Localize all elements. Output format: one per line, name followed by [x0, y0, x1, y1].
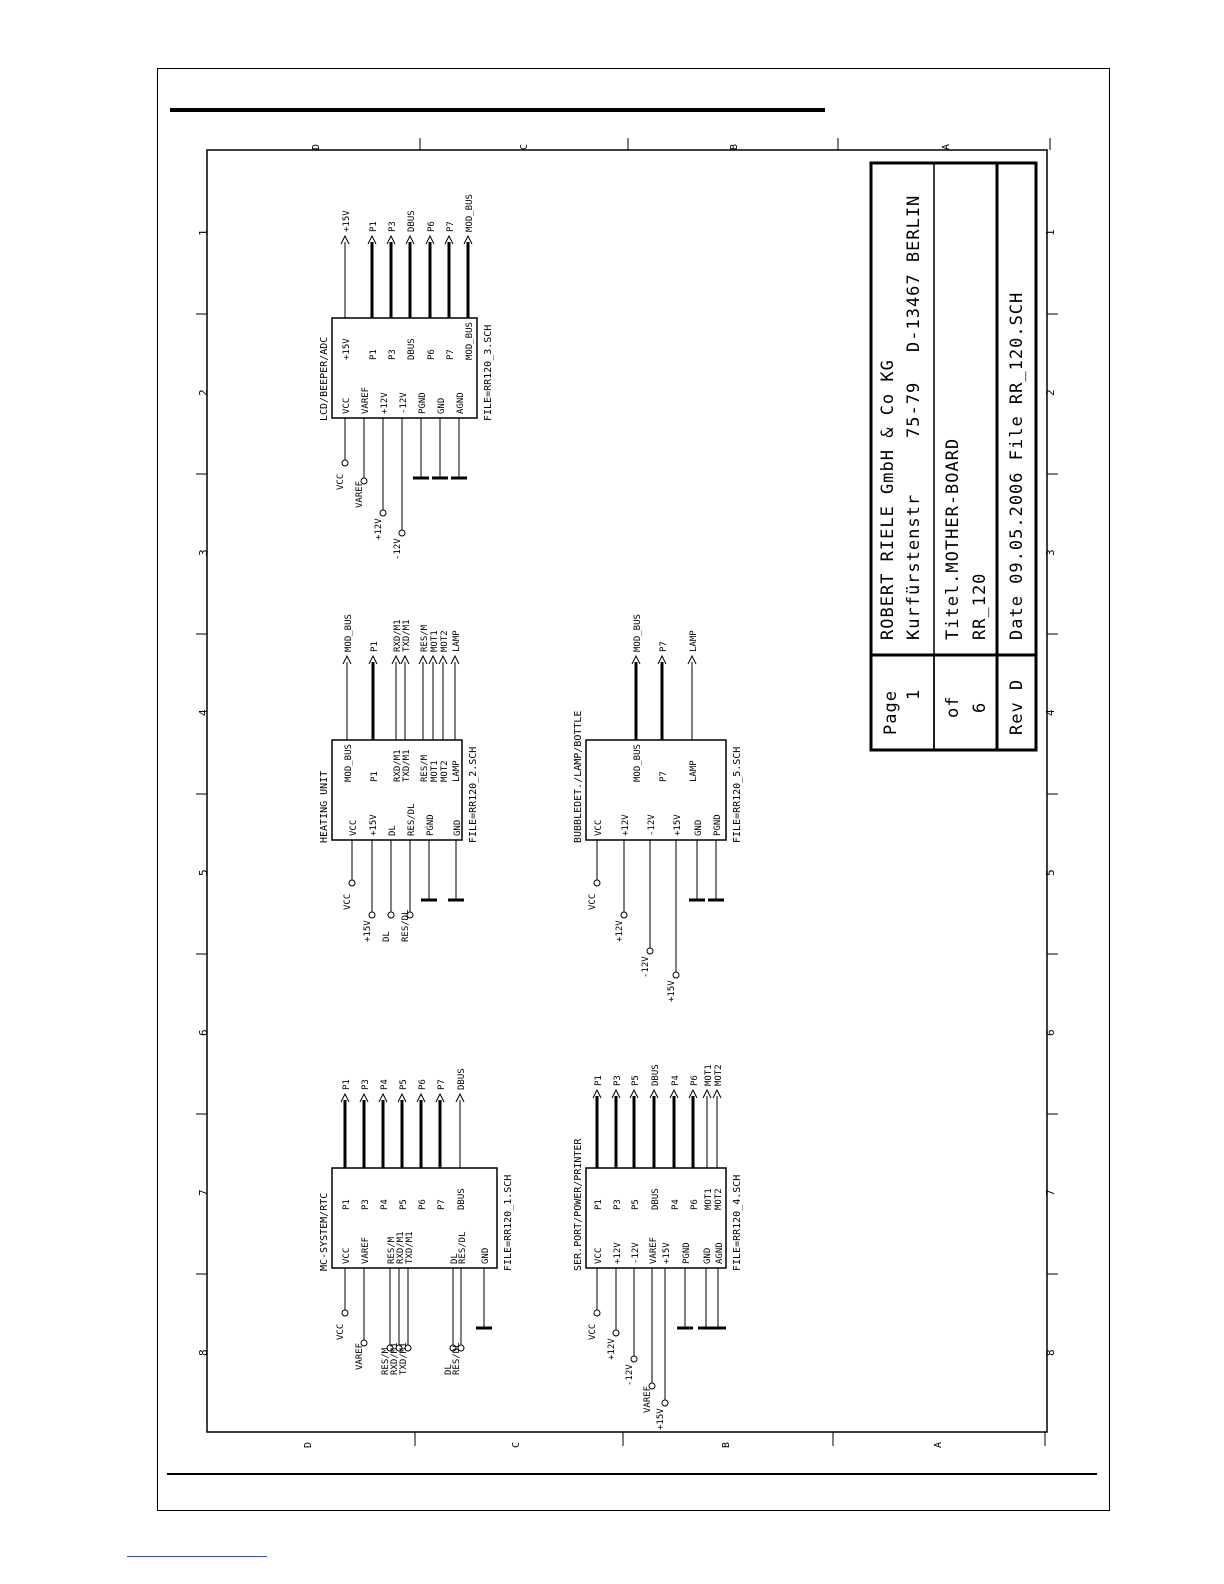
net-port — [613, 1330, 619, 1336]
pin-label: P1 — [369, 349, 379, 360]
net-port-label: VAREF — [643, 1385, 653, 1413]
pin-label: GND — [694, 819, 704, 836]
zone-row-top: D — [311, 143, 322, 150]
pin-label: P7 — [437, 1199, 447, 1210]
pin-label: P7 — [659, 771, 669, 782]
zone-row-bottom: B — [721, 1441, 732, 1448]
zone-col-right: 5 — [1044, 869, 1057, 876]
pin-label: MOD_BUS — [465, 322, 475, 360]
sheet-file: FILE=RR120_4.SCH — [732, 1174, 743, 1271]
pin-label: PGND — [426, 814, 436, 836]
zone-col-left: 5 — [197, 869, 210, 876]
net-port-label: P1 — [594, 1075, 604, 1086]
sheet-file: FILE=RR120_2.SCH — [468, 746, 479, 843]
of-label: of — [943, 695, 963, 718]
pin-label: P1 — [342, 1199, 352, 1210]
page-number: 1 — [904, 689, 924, 700]
company-name: ROBERT RIELE GmbH & Co KG — [878, 359, 898, 640]
net-port-label: +12V — [374, 518, 384, 540]
net-port-label: DL — [382, 931, 392, 942]
net-port-label: MOT1 — [430, 630, 440, 652]
net-port-label: +15V — [342, 210, 352, 232]
net-port-label: +15V — [363, 920, 373, 942]
zone-col-left: 3 — [197, 549, 210, 556]
net-port — [342, 460, 348, 466]
pin-label: +15V — [662, 1242, 672, 1264]
page-label: Page — [881, 690, 901, 735]
pin-label: P6 — [418, 1199, 428, 1210]
net-port-label: P7 — [659, 641, 669, 652]
net-port-label: P1 — [370, 641, 380, 652]
pin-label: DBUS — [651, 1188, 661, 1210]
net-port-label: P5 — [631, 1075, 641, 1086]
net-port-label: RXD/M1 — [393, 619, 403, 652]
net-port-label: P6 — [690, 1075, 700, 1086]
net-port — [399, 530, 405, 536]
sheet-file: FILE=RR120_1.SCH — [503, 1174, 514, 1271]
net-port-label: VCC — [588, 893, 598, 910]
pin-label: DL — [388, 825, 398, 836]
page-total: 6 — [970, 702, 990, 713]
net-port-label: -12V — [625, 1364, 635, 1386]
net-port-label: VAREF — [355, 480, 365, 508]
zone-col-right: 1 — [1044, 229, 1057, 236]
net-port-label: +15V — [656, 1408, 666, 1430]
net-port — [380, 510, 386, 516]
pin-label: +15V — [342, 338, 352, 360]
drawing-title: Titel.MOTHER-BOARD — [943, 437, 963, 640]
zone-row-top: C — [519, 143, 530, 150]
net-port-label: DL — [444, 1364, 454, 1375]
pin-label: LAMP — [452, 760, 462, 782]
pin-label: P7 — [446, 349, 456, 360]
sheet-blocks — [319, 194, 743, 1430]
net-port-label: P4 — [380, 1079, 390, 1090]
sheet-file: FILE=RR120_3.SCH — [483, 324, 494, 421]
pin-label: +15V — [369, 814, 379, 836]
zone-row-bottom: A — [933, 1441, 944, 1448]
pin-label: RES/DL — [458, 1231, 468, 1264]
net-port-label: P1 — [369, 221, 379, 232]
pin-label: +12V — [380, 392, 390, 414]
net-port-label: MOD_BUS — [344, 614, 354, 652]
pin-label: TXD/M1 — [402, 749, 412, 782]
net-port-label: P1 — [342, 1079, 352, 1090]
pin-label: DL — [450, 1253, 460, 1264]
pin-label: MOT2 — [714, 1188, 724, 1210]
net-port-label: DBUS — [651, 1064, 661, 1086]
pin-label: MOT1 — [704, 1188, 714, 1210]
net-port-label: P3 — [388, 221, 398, 232]
address-city: D-13467 BERLIN — [904, 194, 924, 352]
pin-label: VCC — [342, 397, 352, 414]
net-port-label: DBUS — [407, 210, 417, 232]
net-port-label: +12V — [607, 1338, 617, 1360]
net-port-label: MOD_BUS — [465, 194, 475, 232]
net-port-label: VCC — [336, 1323, 346, 1340]
zone-row-bottom: C — [511, 1441, 522, 1448]
pin-label: MOT2 — [440, 760, 450, 782]
net-port-label: MOD_BUS — [633, 614, 643, 652]
pin-label: +12V — [613, 1242, 623, 1264]
zone-col-right: 7 — [1044, 1189, 1057, 1196]
date-file-line: Date 09.05.2006 File RR_120.SCH — [1007, 291, 1027, 640]
pin-label: -12V — [647, 814, 657, 836]
pin-label: RES/DL — [407, 803, 417, 836]
net-port — [662, 1400, 668, 1406]
pin-label: P3 — [361, 1199, 371, 1210]
pin-label: RES/M — [387, 1236, 397, 1264]
pin-label: RXD/M1 — [396, 1231, 406, 1264]
net-port-label: -12V — [641, 956, 651, 978]
zone-col-left: 7 — [197, 1189, 210, 1196]
net-port — [594, 1310, 600, 1316]
net-port-label: LAMP — [689, 630, 699, 652]
pin-label: RES/M — [420, 754, 430, 782]
net-port-label: P5 — [399, 1079, 409, 1090]
pin-label: P3 — [613, 1199, 623, 1210]
net-port — [594, 880, 600, 886]
revision-label: Rev D — [1007, 678, 1027, 735]
pin-label: -12V — [399, 392, 409, 414]
pin-label: DBUS — [407, 338, 417, 360]
pin-label: VCC — [342, 1247, 352, 1264]
net-port-label: DBUS — [457, 1068, 467, 1090]
pin-label: VAREF — [361, 386, 371, 414]
net-port-label: MOT1 — [704, 1064, 714, 1086]
pin-label: P1 — [594, 1199, 604, 1210]
net-port-label: +12V — [615, 920, 625, 942]
net-port-label: RES/DL — [452, 1342, 462, 1375]
pin-label: P5 — [399, 1199, 409, 1210]
address-number: 75-79 — [904, 381, 924, 438]
pin-label: -12V — [631, 1242, 641, 1264]
net-port-label: TXD/M1 — [399, 1342, 409, 1375]
net-port-label: +15V — [667, 980, 677, 1002]
pin-label: P6 — [427, 349, 437, 360]
sheet-name: BUBBLEDET./LAMP/BOTTLE — [573, 710, 584, 843]
pin-label: GND — [437, 397, 447, 414]
pin-label: P5 — [631, 1199, 641, 1210]
pin-label: GND — [481, 1247, 491, 1264]
net-port — [647, 948, 653, 954]
sheet-block-ser — [573, 1064, 743, 1430]
sheet-name: SER.PORT/POWER/PRINTER — [573, 1138, 584, 1271]
pin-label: TXD/M1 — [405, 1231, 415, 1264]
sheet-block-lcd — [319, 194, 494, 560]
pin-label: VCC — [594, 819, 604, 836]
pin-label: AGND — [715, 1242, 725, 1264]
zone-col-left: 4 — [197, 709, 210, 716]
pin-label: +15V — [673, 814, 683, 836]
net-port — [388, 912, 394, 918]
net-port — [349, 880, 355, 886]
zone-col-right: 4 — [1044, 709, 1057, 716]
pin-label: +12V — [621, 814, 631, 836]
net-port-label: P6 — [427, 221, 437, 232]
net-port-label: RES/M — [420, 624, 430, 652]
pin-label: DBUS — [457, 1188, 467, 1210]
sheet-name: LCD/BEEPER/ADC — [319, 336, 330, 421]
pin-label: MOT1 — [430, 760, 440, 782]
net-port — [621, 912, 627, 918]
pin-label: PGND — [418, 392, 428, 414]
pin-label: GND — [453, 819, 463, 836]
zone-col-left: 6 — [197, 1029, 210, 1036]
zone-row-top: A — [941, 143, 952, 150]
pin-label: P6 — [690, 1199, 700, 1210]
address-street: Kurfürstenstr — [904, 493, 924, 640]
net-port-label: RES/M — [381, 1347, 391, 1375]
pin-label: AGND — [456, 392, 466, 414]
pin-label: VCC — [349, 819, 359, 836]
zone-col-left: 2 — [197, 389, 210, 396]
pin-label: P3 — [388, 349, 398, 360]
net-port-label: P6 — [418, 1079, 428, 1090]
zone-col-right: 2 — [1044, 389, 1057, 396]
zone-col-left: 8 — [197, 1349, 210, 1356]
pin-label: LAMP — [689, 760, 699, 782]
net-port — [673, 972, 679, 978]
net-port-label: VCC — [588, 1323, 598, 1340]
pin-label: MOD_BUS — [344, 744, 354, 782]
net-port — [342, 1310, 348, 1316]
net-port — [631, 1356, 637, 1362]
net-port-label: P3 — [613, 1075, 623, 1086]
zone-col-right: 3 — [1044, 549, 1057, 556]
pin-label: VAREF — [361, 1236, 371, 1264]
net-port-label: P4 — [671, 1075, 681, 1086]
pin-label: P1 — [370, 771, 380, 782]
drawing-project: RR_120 — [970, 572, 990, 640]
zone-row-bottom: D — [303, 1441, 314, 1448]
pin-label: MOD_BUS — [633, 744, 643, 782]
sheet-block-heat — [319, 614, 479, 942]
net-port-label: RXD/M1 — [390, 1342, 400, 1375]
net-port-label: P7 — [446, 221, 456, 232]
net-port-label: LAMP — [452, 630, 462, 652]
sheet-block-bubble — [573, 614, 743, 1002]
pin-label: RXD/M1 — [393, 749, 403, 782]
net-port-label: RES/DL — [401, 909, 411, 942]
pin-label: P4 — [671, 1199, 681, 1210]
pin-label: P4 — [380, 1199, 390, 1210]
net-port-label: MOT2 — [440, 630, 450, 652]
title-block — [871, 163, 1036, 750]
zone-col-right: 6 — [1044, 1029, 1057, 1036]
sheet-file: FILE=RR120_5.SCH — [732, 746, 743, 843]
net-port-label: P7 — [437, 1079, 447, 1090]
net-port-label: TXD/M1 — [402, 619, 412, 652]
net-port-label: MOT2 — [714, 1064, 724, 1086]
pin-label: VCC — [594, 1247, 604, 1264]
zone-row-top: B — [729, 143, 740, 150]
net-port-label: P3 — [361, 1079, 371, 1090]
net-port-label: -12V — [393, 538, 403, 560]
pin-label: PGND — [682, 1242, 692, 1264]
zone-col-left: 1 — [197, 229, 210, 236]
net-port-label: VAREF — [355, 1342, 365, 1370]
sheet-block-mc — [319, 1068, 514, 1375]
pin-label: VAREF — [649, 1236, 659, 1264]
pin-label: PGND — [713, 814, 723, 836]
zone-col-right: 8 — [1044, 1349, 1057, 1356]
net-port-label: VCC — [336, 473, 346, 490]
net-port — [369, 912, 375, 918]
sheet-name: HEATING UNIT — [319, 770, 330, 843]
net-port-label: VCC — [343, 893, 353, 910]
sheet-name: MC-SYSTEM/RTC — [319, 1192, 330, 1271]
pin-label: GND — [703, 1247, 713, 1264]
